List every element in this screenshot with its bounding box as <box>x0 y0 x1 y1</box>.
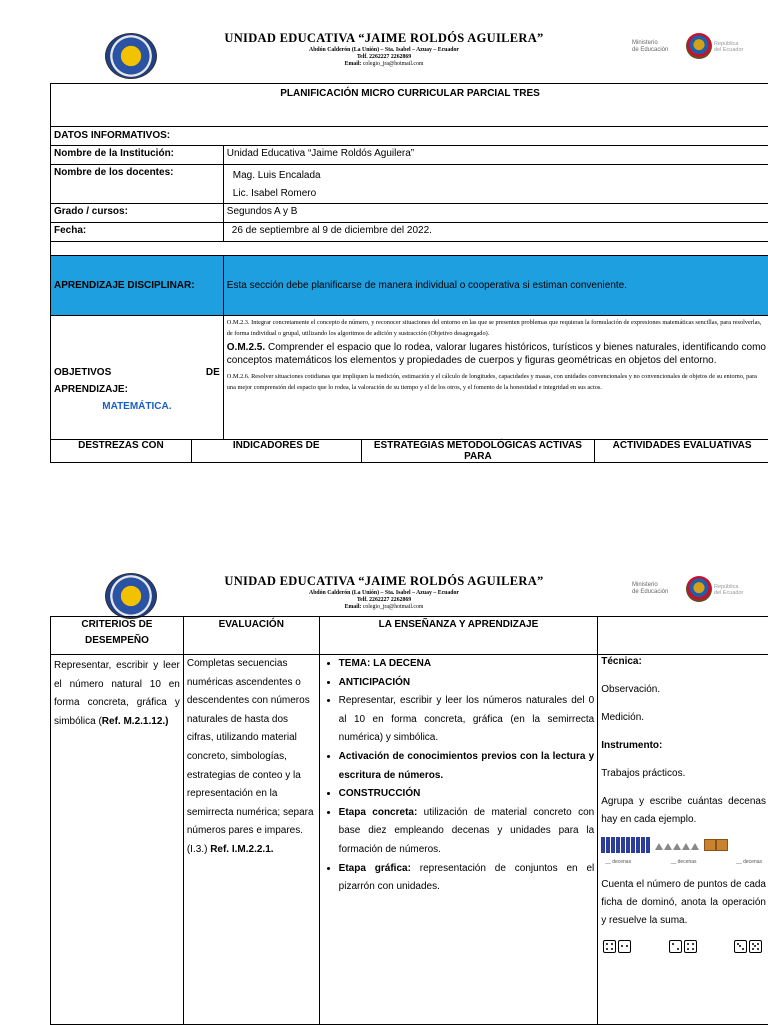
school-phones: Telf. 2262227 2262869 <box>0 54 768 61</box>
tecnica-label: Técnica: <box>601 655 766 669</box>
domino-icon <box>749 940 762 953</box>
ministry-label: Ministerio de Educación <box>632 40 668 54</box>
domino-icon <box>684 940 697 953</box>
datos-label: DATOS INFORMATIVOS: <box>51 127 768 146</box>
republica-label: República del Ecuador <box>714 584 743 596</box>
institucion-label: Nombre de la Institución: <box>51 146 224 165</box>
col-indicadores-head: INDICADORES DE <box>191 440 361 463</box>
destreza-cell: Representar, escribir y leer el número natural 10 en forma concreta, gráfica y simbólica (Ref. M.2.1.12.) <box>51 655 184 1025</box>
evaluacion-head: EVALUACIÓN <box>183 617 319 655</box>
objetivos-value <box>223 316 768 440</box>
materia: MATEMÁTICA. <box>54 398 220 415</box>
school-address: Abdón Calderón (La Unión) – Sta. Isabel – Azuay – Ecuador <box>0 590 768 597</box>
school-phones: Telf. 2262227 2262869 <box>0 597 768 604</box>
republica-label: República del Ecuador <box>714 41 743 53</box>
school-address: Abdón Calderón (La Unión) – Sta. Isabel – Azuay – Ecuador <box>0 47 768 54</box>
representar-item: • Representar, escribir y leer los números naturales del 0 al 10 en forma concreta, gráfica (en la semirrecta numérica) y simbólica. <box>339 692 595 748</box>
grado-label: Grado / cursos: <box>51 204 224 223</box>
ensenanza-head: LA ENSEÑANZA Y APRENDIZAJE <box>319 617 598 655</box>
tecnica-2: Medición. <box>601 711 766 725</box>
cubes-icon <box>704 839 728 856</box>
docentes-label: Nombre de los docentes: <box>51 165 224 204</box>
actividad-1: Agrupa y escribe cuántas decenas hay en cada ejemplo. <box>601 793 766 829</box>
decenas-blanks: __ decenas __ decenas __ decenas <box>601 858 766 866</box>
aprendizaje-label: APRENDIZAJE DISCIPLINAR: <box>51 256 224 316</box>
sticks-icon <box>601 837 651 858</box>
plan-title: PLANIFICACIÓN MICRO CURRICULAR PARCIAL TRES <box>51 84 768 127</box>
actividad-2: Cuenta el número de puntos de cada ficha de dominó, anota la operación y resuelve la suma. <box>601 876 766 930</box>
grado-value: Segundos A y B <box>223 204 768 223</box>
domino-icon <box>669 940 682 953</box>
empty-head <box>598 617 768 655</box>
fecha-value: 26 de septiembre al 9 de diciembre del 2022. <box>223 223 768 242</box>
objetivo-om25: O.M.2.5. Comprender el espacio que lo rodea, valorar lugares históricos, turísticos y bienes naturales, identificando como conceptos matemáticos los elementos y propiedades de cuerpos y figuras geométricas en objetos del entorno. <box>227 342 766 367</box>
institucion-value: Unidad Educativa “Jaime Roldós Aguilera” <box>223 146 768 165</box>
col-actividades-head: ACTIVIDADES EVALUATIVAS <box>595 440 768 463</box>
ministry-label: Ministerio de Educación <box>632 582 668 596</box>
instrumento-label: Instrumento: <box>601 739 766 753</box>
domino-icon <box>603 940 616 953</box>
activacion-item: • Activación de conocimientos previos con la lectura y escritura de números. <box>339 748 595 785</box>
tecnica-1: Observación. <box>601 683 766 697</box>
spacer-row <box>51 242 768 256</box>
col-estrategias-head: ESTRATEGIAS METODOLÓGICAS ACTIVAS PARA <box>361 440 595 463</box>
etapa-concreta-item: • Etapa concreta: utilización de material concreto con base diez empleando decenas y unidades para la formación de números. <box>339 804 595 860</box>
aprendizaje-value: Esta sección debe planificarse de manera individual o cooperativa si estiman conveniente. <box>223 256 768 316</box>
fecha-label: Fecha: <box>51 223 224 242</box>
cones-icon <box>655 841 700 855</box>
objetivo-om23: O.M.2.3. Integrar concretamente el concepto de número, y reconocer situaciones del entorno en las que se presenten problemas que requieran la formulación de expresiones matemáticas sencillas, para resolverlas, de forma individual o grupal, utilizando los algoritmos de adición y sustracción (Objetivo desagregado). <box>227 317 766 339</box>
dominoes-illustration <box>601 940 766 958</box>
actividades-cell <box>598 655 768 1025</box>
anticipacion-item: • ANTICIPACIÓN <box>339 674 595 693</box>
construccion-item: • CONSTRUCCIÓN <box>339 785 595 804</box>
tema-item: • TEMA: LA DECENA <box>339 655 595 674</box>
page-1 <box>0 0 768 470</box>
school-email: Email: colegio_jra@hotmail.com <box>0 604 768 611</box>
domino-icon <box>734 940 747 953</box>
strategy-table <box>50 616 768 1025</box>
objetivo-om26: O.M.2.6. Resolver situaciones cotidianas que impliquen la medición, estimación y el cálculo de longitudes, capacidades y masas, con unidades convencionales y no convencionales de objetos de su entorno, para una mejor comprensión del espacio que lo rodea, la valoración de su tiempo y el de los otros, y el fomento de la honestidad e integridad en sus actos. <box>227 371 766 393</box>
objetivos-label: OBJETIVOS DE APRENDIZAJE: MATEMÁTICA. <box>51 316 224 440</box>
instrumento-1: Trabajos prácticos. <box>601 767 766 781</box>
criterios-head: CRITERIOS DE DESEMPEÑO <box>51 617 184 655</box>
estrategias-cell <box>319 655 598 1025</box>
indicador-cell: Completas secuencias numéricas ascendentes o descendentes con números naturales de hasta dos cifras, utilizando material concreto, simbologías, estrategias de conteo y la representación en la semirrecta numérica; separa números pares e impares. (I.3.) Ref. I.M.2.2.1. <box>183 655 319 1025</box>
planning-table <box>50 83 768 463</box>
etapa-grafica-item: • Etapa gráfica: representación de conjuntos en el pizarrón con unidades. <box>339 860 595 897</box>
docentes-value: Mag. Luis Encalada Lic. Isabel Romero <box>223 165 768 204</box>
ecuador-seal-icon <box>686 576 712 602</box>
decenas-illustration <box>601 837 766 858</box>
school-name: UNIDAD EDUCATIVA “JAIME ROLDÓS AGUILERA” <box>0 574 768 589</box>
school-email: Email: colegio_jra@hotmail.com <box>0 61 768 68</box>
domino-icon <box>618 940 631 953</box>
school-name: UNIDAD EDUCATIVA “JAIME ROLDÓS AGUILERA” <box>0 31 768 46</box>
col-destrezas-head: DESTREZAS CON <box>51 440 192 463</box>
ecuador-seal-icon <box>686 33 712 59</box>
